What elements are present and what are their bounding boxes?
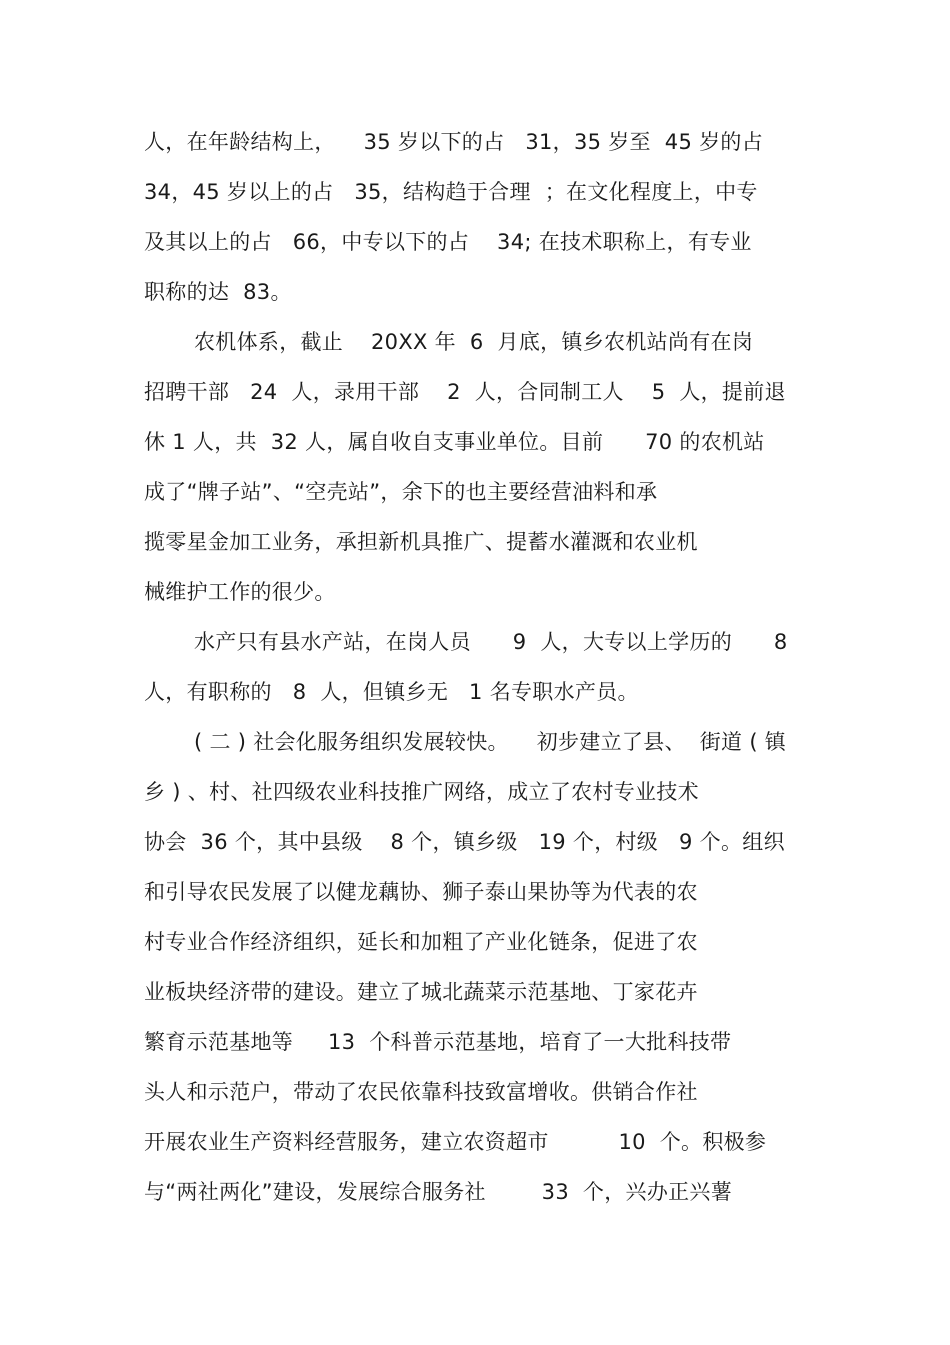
paragraph-first-line: ( 二 ) 社会化服务组织发展较快。 初步建立了县、 街道 ( 镇 — [194, 730, 787, 754]
text-line: 人，有职称的 8 人，但镇乡无 1 名专职水产员。 — [144, 680, 639, 704]
text-line: 休 1 人，共 32 人，属自收自支事业单位。目前 70 的农机站 — [144, 430, 765, 454]
text-line: 开展农业生产资料经营服务，建立农资超市 10 个。积极参 — [144, 1130, 767, 1154]
text-line: 揽零星金加工业务，承担新机具推广、提蓄水灌溉和农业机 — [144, 530, 698, 554]
paragraph-first-line: 农机体系，截止 20XX 年 6 月底，镇乡农机站尚有在岗 — [194, 330, 754, 354]
paragraph-first-line: 水产只有县水产站，在岗人员 9 人，大专以上学历的 8 — [194, 630, 788, 654]
text-line: 招聘干部 24 人，录用干部 2 人，合同制工人 5 人，提前退 — [144, 380, 786, 404]
text-line: 械维护工作的很少。 — [144, 580, 336, 604]
text-line: 人，在年龄结构上， 35 岁以下的占 31，35 岁至 45 岁的占 — [144, 130, 763, 154]
text-line: 及其以上的占 66，中专以下的占 34; 在技术职称上，有专业 — [144, 230, 752, 254]
text-line: 与“两社两化”建设，发展综合服务社 33 个，兴办正兴薯 — [144, 1180, 733, 1204]
text-line: 职称的达 83。 — [144, 280, 292, 304]
text-line: 繁育示范基地等 13 个科普示范基地，培育了一大批科技带 — [144, 1030, 732, 1054]
text-line: 乡 ) 、村、社四级农业科技推广网络，成立了农村专业技术 — [144, 780, 699, 804]
text-line: 协会 36 个，其中县级 8 个，镇乡级 19 个，村级 9 个。组织 — [144, 830, 785, 854]
text-line: 头人和示范户，带动了农民依靠科技致富增收。供销合作社 — [144, 1080, 698, 1104]
text-line: 成了“牌子站”、“空壳站”，余下的也主要经营油料和承 — [144, 480, 658, 504]
text-line: 业板块经济带的建设。建立了城北蔬菜示范基地、丁家花卉 — [144, 980, 698, 1004]
text-line: 34，45 岁以上的占 35，结构趋于合理 ；在文化程度上，中专 — [144, 180, 758, 204]
text-line: 和引导农民发展了以健龙藕协、狮子泰山果协等为代表的农 — [144, 880, 698, 904]
text-line: 村专业合作经济组织，延长和加粗了产业化链条，促进了农 — [144, 930, 698, 954]
